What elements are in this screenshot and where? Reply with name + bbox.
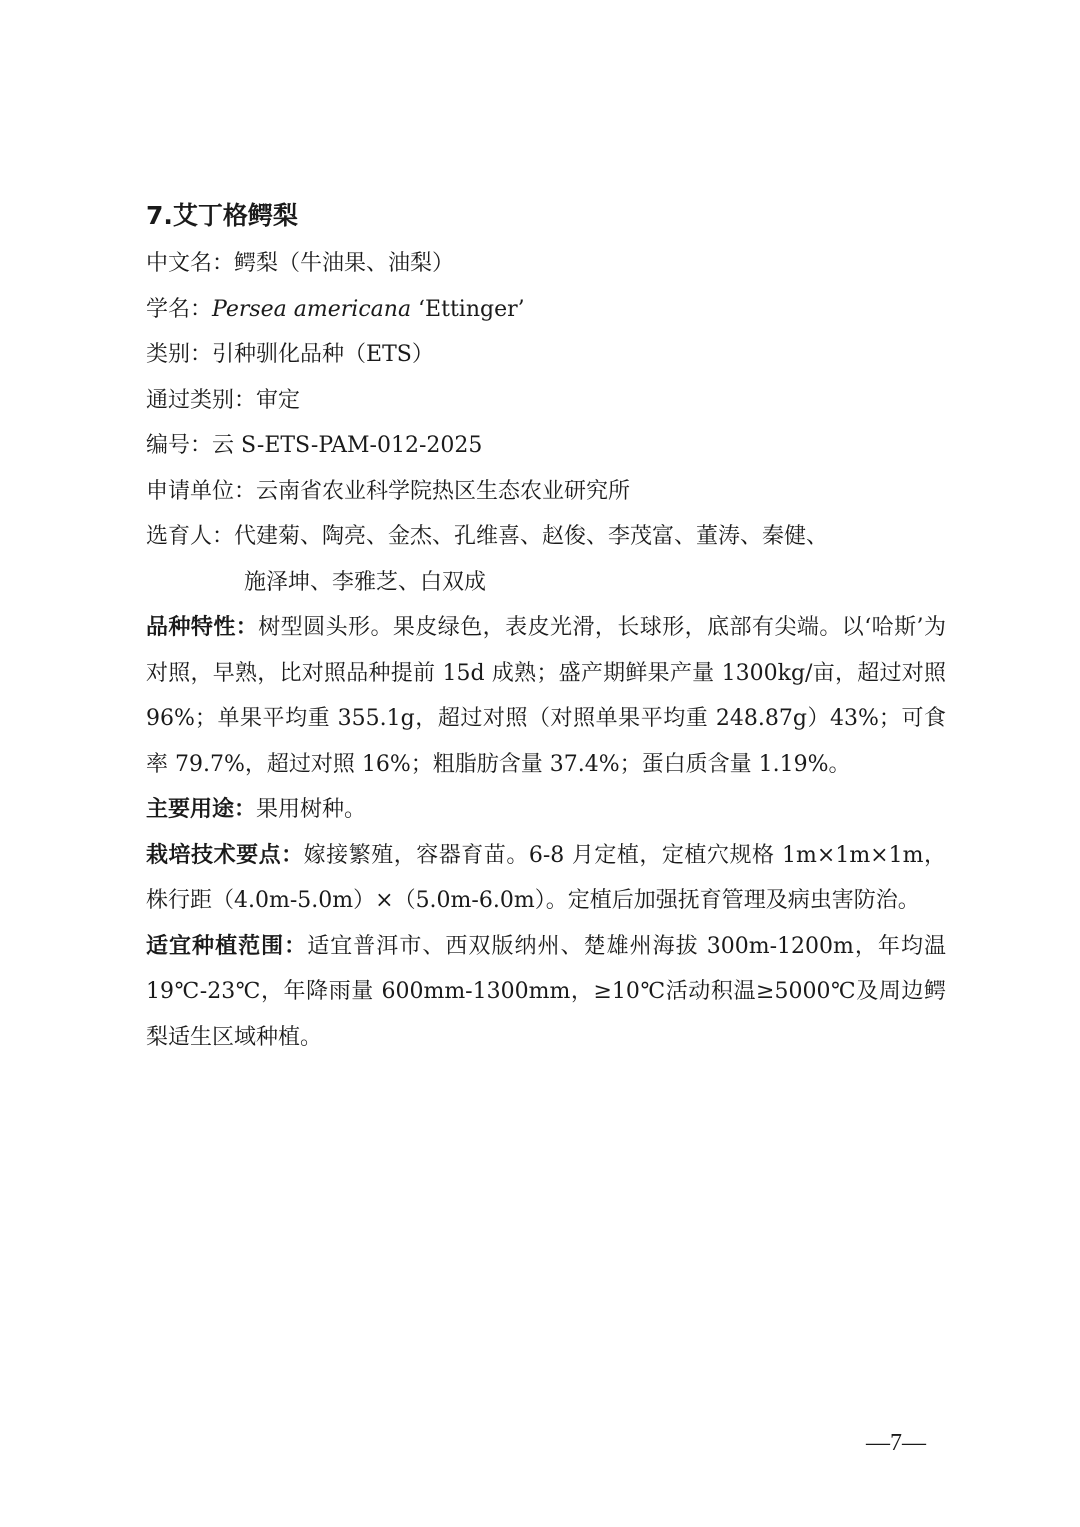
breeders-line-1: 代建菊、陶亮、金杰、孔维喜、赵俊、李茂富、董涛、秦健、 bbox=[234, 524, 829, 549]
breeders-row-continued bbox=[146, 560, 946, 606]
use-text: 果用树种。 bbox=[256, 797, 367, 822]
breeders-line-2: 施泽坤、李雅芝、白双成 bbox=[244, 569, 487, 595]
breeders-row bbox=[146, 514, 946, 560]
category-value: 引种驯化品种（ETS） bbox=[212, 342, 434, 367]
number-row bbox=[146, 423, 946, 469]
number-value: 云 S-ETS-PAM-012-2025 bbox=[212, 433, 483, 458]
cultivation-paragraph bbox=[146, 833, 946, 924]
applicant-label: 申请单位： bbox=[146, 478, 257, 504]
approval-value: 审定 bbox=[256, 387, 301, 413]
approval-row bbox=[146, 378, 946, 424]
cultivation-text: 嫁接繁殖，容器育苗。6-8 月定植，定植穴规格 1m×1m×1m，株行距（4.0m-5.0m）×（5.0m-6.0m）。定植后加强抚育管理及病虫害防治。 bbox=[146, 842, 946, 913]
traits-paragraph bbox=[146, 605, 946, 787]
applicant-row bbox=[146, 469, 946, 515]
breeders-label: 选育人： bbox=[146, 524, 235, 549]
number-label: 编号： bbox=[146, 433, 213, 458]
scientific-name-label: 学名： bbox=[146, 296, 213, 322]
scientific-name-cultivar: ‘Ettinger’ bbox=[411, 296, 525, 322]
approval-label: 通过类别： bbox=[146, 387, 257, 413]
region-label: 适宜种植范围： bbox=[146, 933, 308, 959]
applicant-value: 云南省农业科学院热区生态农业研究所 bbox=[256, 478, 631, 504]
cultivation-label: 栽培技术要点： bbox=[146, 842, 304, 868]
page-number: —7— bbox=[866, 1430, 926, 1456]
chinese-name-label: 中文名： bbox=[146, 251, 235, 276]
traits-label: 品种特性： bbox=[146, 615, 259, 640]
variety-heading: 7.艾丁格鳄梨 bbox=[146, 201, 298, 230]
region-paragraph bbox=[146, 924, 946, 1061]
use-label: 主要用途： bbox=[146, 797, 257, 822]
region-text: 适宜普洱市、西双版纳州、楚雄州海拔 300m-1200m，年均温 19℃-23℃，年降雨量 600mm-1300mm，≥10℃活动积温≥5000℃及周边鳄梨适生区域种植。 bbox=[146, 933, 946, 1050]
chinese-name-row bbox=[146, 241, 946, 287]
variety-info bbox=[146, 241, 946, 1060]
chinese-name-value: 鳄梨（牛油果、油梨） bbox=[234, 251, 455, 276]
scientific-name-row bbox=[146, 287, 946, 333]
traits-text: 树型圆头形。果皮绿色，表皮光滑，长球形，底部有尖端。以‘哈斯’为对照，早熟，比对照品种提前 15d 成熟；盛产期鲜果产量 1300kg/亩，超过对照 96%；单果平均重 355.1g，超过对照（对照单果平均重 248.87g）43%；可食率 79.7%，超过对照 16%；粗脂肪含量 37.4%；蛋白质含量 1.19%。 bbox=[146, 615, 946, 777]
category-row bbox=[146, 332, 946, 378]
scientific-name-species: Persea americana bbox=[212, 296, 412, 322]
use-paragraph bbox=[146, 787, 946, 833]
category-label: 类别： bbox=[146, 342, 213, 367]
